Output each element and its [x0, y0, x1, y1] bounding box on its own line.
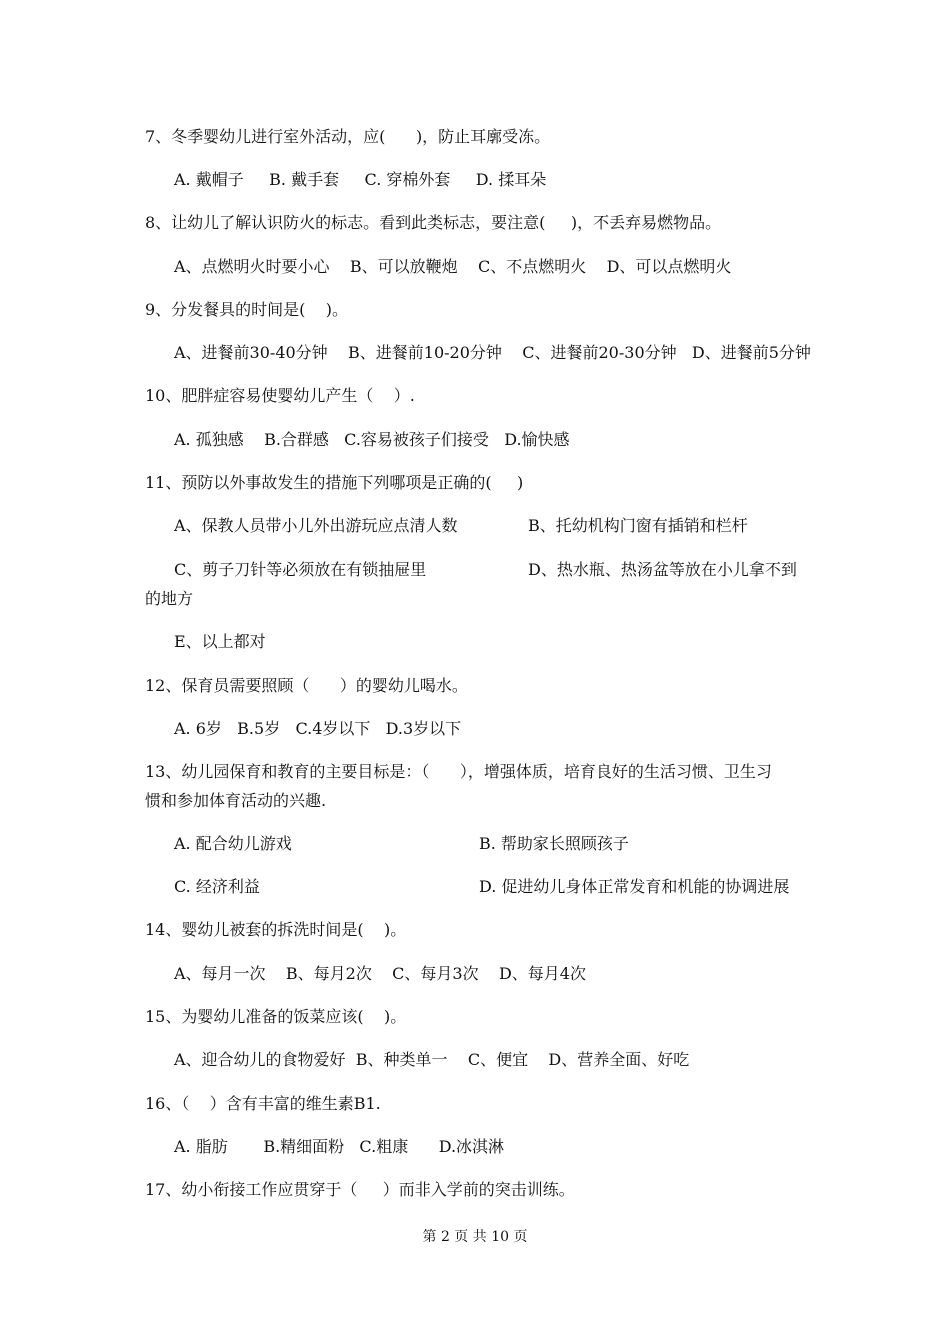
question-13-option-d: D. 促进幼儿身体正常发育和机能的协调进展 [479, 877, 790, 896]
question-11-option-d: D、热水瓶、热汤盆等放在小儿拿不到 [528, 560, 797, 579]
question-10-options: A. 孤独感 B.合群感 C.容易被孩子们接受 D.愉快感 [174, 430, 570, 449]
question-13-option-a: A. 配合幼儿游戏 [174, 834, 292, 853]
question-13-stem-continued: 惯和参加体育活动的兴趣. [145, 791, 327, 810]
question-12-options: A. 6岁 B.5岁 C.4岁以下 D.3岁以下 [174, 719, 462, 738]
question-16-stem: 16、（ ）含有丰富的维生素B1. [145, 1094, 381, 1113]
page-number-footer: 第 2 页 共 10 页 [422, 1229, 528, 1245]
question-7-stem: 7、冬季婴幼儿进行室外活动，应( )，防止耳廓受冻。 [145, 127, 551, 146]
question-17-stem: 17、幼小衔接工作应贯穿于（ ）而非入学前的突击训练。 [145, 1180, 575, 1199]
question-12-stem: 12、保育员需要照顾（ ）的婴幼儿喝水。 [145, 676, 468, 695]
question-11-stem: 11、预防以外事故发生的措施下列哪项是正确的( ) [145, 473, 524, 492]
question-10-stem: 10、肥胖症容易使婴幼儿产生（ ）. [145, 386, 415, 405]
question-8-stem: 8、让幼儿了解认识防火的标志。看到此类标志，要注意( )，不丢弃易燃物品。 [145, 213, 722, 232]
question-15-options: A、迎合幼儿的食物爱好 B、种类单一 C、便宜 D、营养全面、好吃 [174, 1050, 690, 1069]
question-11-option-d-continued: 的地方 [145, 589, 194, 608]
question-9-options: A、进餐前30-40分钟 B、进餐前10-20分钟 C、进餐前20-30分钟 D、进餐前5分钟 [174, 343, 811, 362]
question-13-stem: 13、幼儿园保育和教育的主要目标是：（ ），增强体质，培育良好的生活习惯、卫生习 [145, 762, 772, 781]
question-13-option-b: B. 帮助家长照顾孩子 [479, 834, 629, 853]
question-14-options: A、每月一次 B、每月2次 C、每月3次 D、每月4次 [174, 964, 586, 983]
question-11-option-a: A、保教人员带小儿外出游玩应点清人数 [174, 516, 458, 535]
question-11-option-b: B、托幼机构门窗有插销和栏杆 [528, 516, 748, 535]
question-9-stem: 9、分发餐具的时间是( )。 [145, 300, 349, 319]
question-14-stem: 14、婴幼儿被套的拆洗时间是( )。 [145, 920, 407, 939]
question-8-options: A、点燃明火时要小心 B、可以放鞭炮 C、不点燃明火 D、可以点燃明火 [174, 257, 732, 276]
question-13-option-c: C. 经济利益 [174, 877, 260, 896]
question-15-stem: 15、为婴幼儿准备的饭菜应该( )。 [145, 1007, 407, 1026]
question-16-options: A. 脂肪 B.精细面粉 C.粗康 D.冰淇淋 [174, 1137, 505, 1156]
question-7-options: A. 戴帽子 B. 戴手套 C. 穿棉外套 D. 揉耳朵 [174, 170, 547, 189]
question-11-option-c: C、剪子刀针等必须放在有锁抽屉里 [174, 560, 427, 579]
question-11-option-e: E、以上都对 [174, 632, 266, 651]
